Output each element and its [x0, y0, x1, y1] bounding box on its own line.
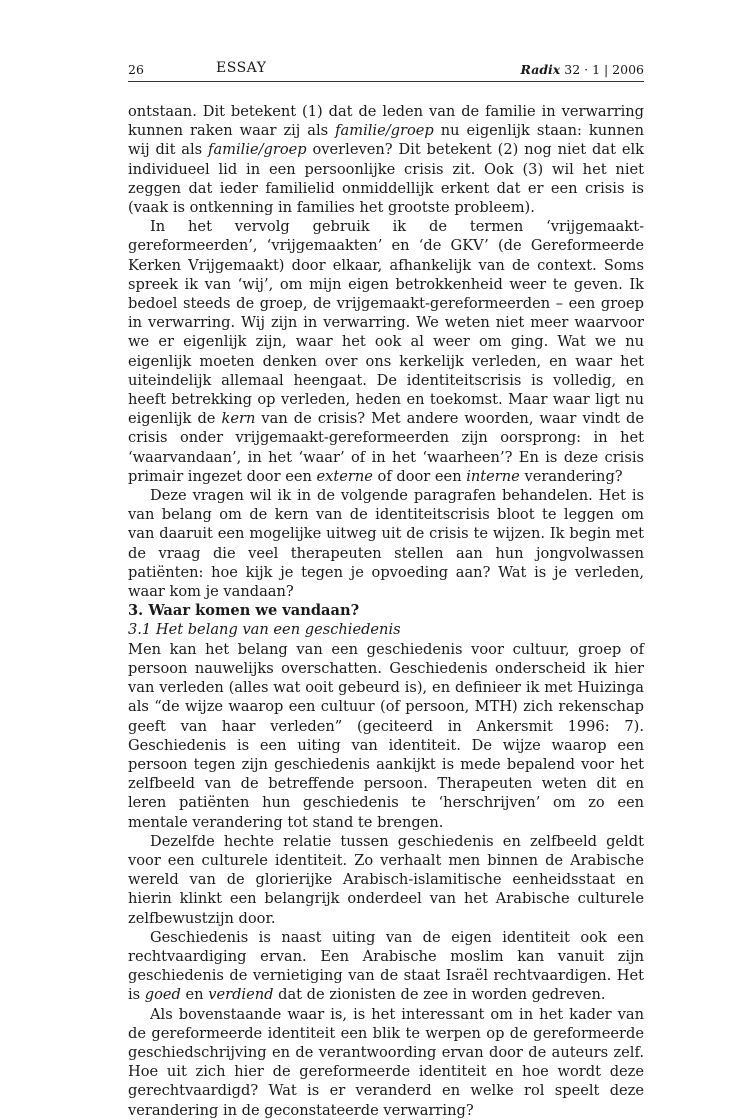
- running-header: [128, 60, 644, 82]
- section-heading: 3. Waar komen we vandaan?: [128, 602, 360, 620]
- subsection-heading: 3.1 Het belang van een geschiedenis: [128, 621, 401, 639]
- paragraph-4: Men kan het belang van een geschiedenis voor cultuur, groep of persoon nauwelijks overschatten. Geschiedenis onderscheid ik hier van verleden (alles wat ooit gebeurd is), en definieer ik met Huizinga als “de wijze waarop een cultuur (of persoon, MTH) zich rekenschap geeft van haar verleden” (geciteerd in Ankersmit 1996: 7). Geschiedenis is een uiting van identiteit. De wijze waarop een persoon tegen zijn geschiedenis aankijkt is mede bepalend voor het zelfbeeld van de betreffende persoon. Therapeuten weten dit en leren patiënten hun geschiedenis te ‘herschrijven’ om zo een mentale verandering tot stand te brengen.: [128, 640, 644, 831]
- journal-name: Radix: [520, 62, 561, 77]
- paragraph-5: Dezelfde hechte relatie tussen geschiedenis en zelfbeeld geldt voor een culturele identiteit. Zo verhaalt men binnen de Arabische wereld van de glorierijke Arabisch-islamitische eenheidsstaat en hierin klinkt een belangrijk onderdeel van het Arabische culturele zelfbewustzijn door.: [128, 832, 644, 927]
- journal-issue: 32 · 1 | 2006: [564, 62, 644, 77]
- paragraph-1: ontstaan. Dit betekent (1) dat de leden van de familie in verwarring kunnen raken waar zij als familie/groep nu eigenlijk staan: kunnen wij dit als familie/groep overleven? Dit betekent (2) nog niet dat elk individueel lid in een persoonlijke crisis zit. Ook (3) wil het niet zeggen dat ieder familielid onmiddellijk erkent dat er een crisis is (vaak is ontkenning in families het grootste probleem).: [128, 103, 645, 217]
- paragraph-2: In het vervolg gebruik ik de termen ‘vrijgemaakt-gereformeerden’, ‘vrijgemaakten’ en ‘de GKV’ (de Gereformeerde Kerken Vrijgemaakt) door elkaar, afhankelijk van de context. Soms spreek ik van ‘wij’, om mijn eigen betrokkenheid weer te geven. Ik bedoel steeds de groep, de vrijgemaakt-gereformeerden – een groep in verwarring. Wij zijn in verwarring. We weten niet meer waarvoor we er eigenlijk zijn, waar het ook al weer om ging. Wat we nu eigenlijk moeten denken over ons kerkelijk verleden, en waar het uiteindelijk allemaal heengaat. De identiteitscrisis is volledig, en heeft betrekking op verleden, heden en toekomst. Maar waar ligt nu eigenlijk de kern van de crisis? Met andere woorden, waar vindt de crisis onder vrijgemaakt-gereformeerden zijn oorsprong: in het ‘waarvandaan’, in het ‘waar’ of in het ‘waarheen’? En is deze crisis primair ingezet door een externe of door een interne verandering?: [128, 218, 644, 485]
- paragraph-7: Als bovenstaande waar is, is het interessant om in het kader van de gereformeerde identiteit een blik te werpen op de gereformeerde geschiedschrijving en de verantwoording ervan door de auteurs zelf. Hoe uit zich hier de gereformeerde identiteit en hoe wordt deze gerechtvaardigd? Wat is er veranderd en welke rol speelt deze verandering in de geconstateerde verwarring?: [128, 1005, 644, 1119]
- paragraph-6: Geschiedenis is naast uiting van de eigen identiteit ook een rechtvaardiging ervan. Een Arabische moslim kan vanuit zijn geschiedenis de vernietiging van de staat Israël rechtvaardigen. Het is goed en verdiend dat de zionisten de zee in worden gedreven.: [128, 928, 644, 1004]
- journal-info: [521, 62, 644, 77]
- body-text: [128, 102, 644, 1120]
- paragraph-3: Deze vragen wil ik in de volgende paragrafen behandelen. Het is van belang om de kern van de identiteitscrisis bloot te leggen om van daaruit een mogelijke uitweg uit de crisis te wijzen. Ik begin met de vraag die veel therapeuten stellen aan hun jongvolwassen patiënten: hoe kijk je tegen je opvoeding aan? Wat is je verleden, waar kom je vandaan?: [128, 487, 644, 601]
- page-number: 26: [128, 62, 144, 77]
- section-label: ESSAY: [216, 60, 267, 76]
- header-rule: [128, 81, 644, 82]
